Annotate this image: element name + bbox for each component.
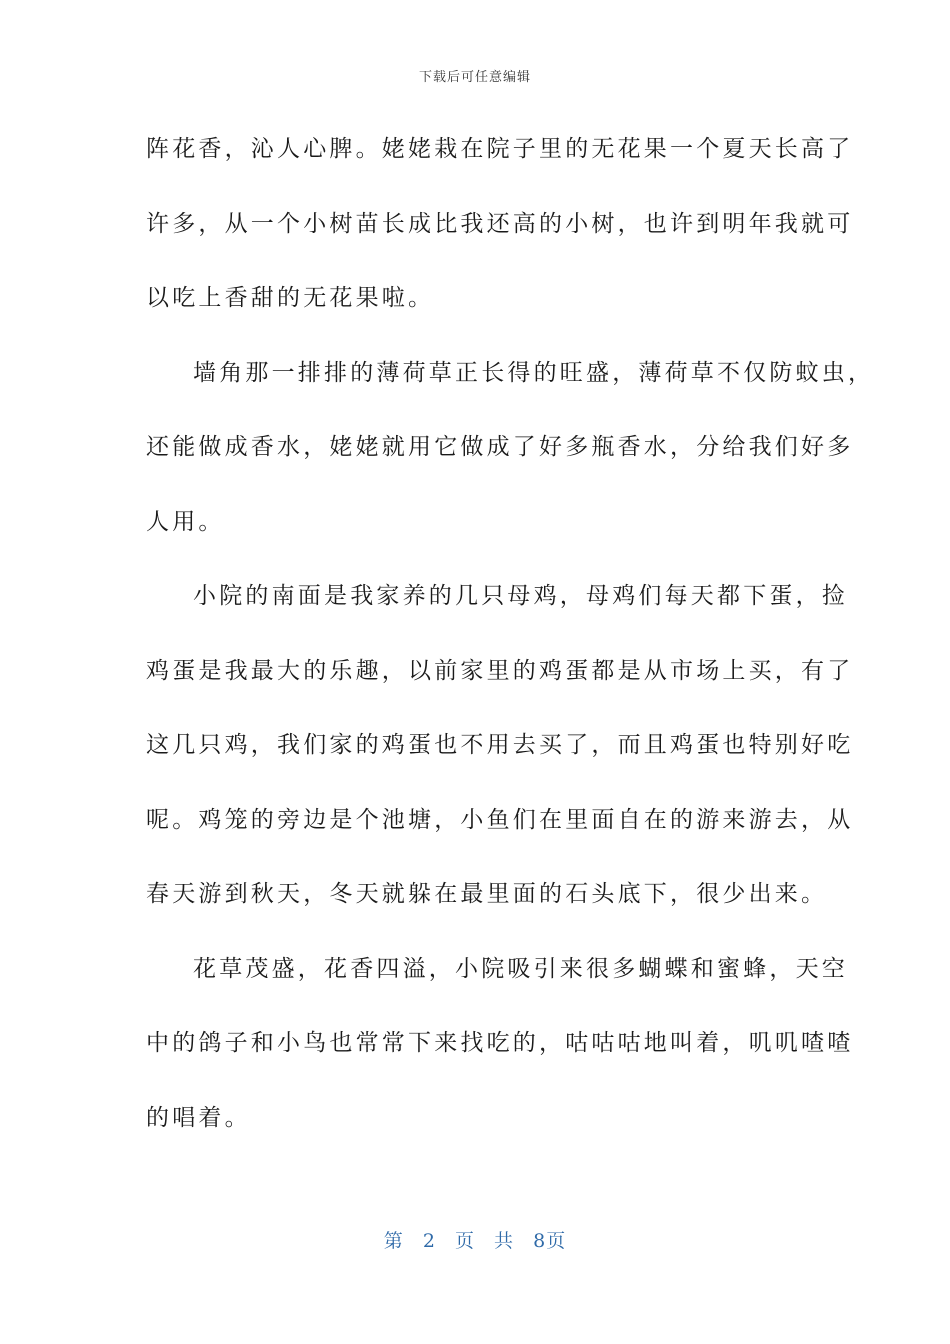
footer-prefix: 第 <box>383 1230 404 1252</box>
footer-page-word: 页 <box>454 1230 475 1252</box>
text-line: 墙角那一排排的薄荷草正长得的旺盛，薄荷草不仅防蚊虫， <box>193 359 875 386</box>
document-body <box>146 112 875 1155</box>
text-line: 中的鸽子和小鸟也常常下来找吃的，咕咕咕地叫着，叽叽喳喳 <box>146 1030 854 1056</box>
text-line: 许多，从一个小树苗长成比我还高的小树，也许到明年我就可 <box>146 210 854 237</box>
text-line: 人用。 <box>146 508 225 535</box>
page-header: 下载后可任意编辑 <box>418 70 531 85</box>
footer-current-page: 2 <box>422 1230 436 1252</box>
text-line: 小院的南面是我家养的几只母鸡，母鸡们每天都下蛋，捡 <box>193 583 848 609</box>
text-line: 鸡蛋是我最大的乐趣，以前家里的鸡蛋都是从市场上买，有了 <box>146 657 854 684</box>
text-line: 以吃上香甜的无花果啦。 <box>146 285 435 311</box>
text-line: 的唱着。 <box>146 1104 251 1131</box>
page-footer <box>0 1226 950 1253</box>
footer-total-pages: 8页 <box>533 1230 567 1252</box>
text-line: 呢。鸡笼的旁边是个池塘，小鱼们在里面自在的游来游去，从 <box>146 806 854 833</box>
text-line: 花草茂盛，花香四溢，小院吸引来很多蝴蝶和蜜蜂，天空 <box>193 955 848 982</box>
text-line: 春天游到秋天，冬天就躲在最里面的石头底下，很少出来。 <box>146 881 828 907</box>
text-line: 还能做成香水，姥姥就用它做成了好多瓶香水，分给我们好多 <box>146 434 854 460</box>
text-line: 阵花香，沁人心脾。姥姥栽在院子里的无花果一个夏天长高了 <box>146 136 854 162</box>
text-line: 这几只鸡，我们家的鸡蛋也不用去买了，而且鸡蛋也特别好吃 <box>146 732 854 758</box>
footer-total-word: 共 <box>494 1230 515 1252</box>
